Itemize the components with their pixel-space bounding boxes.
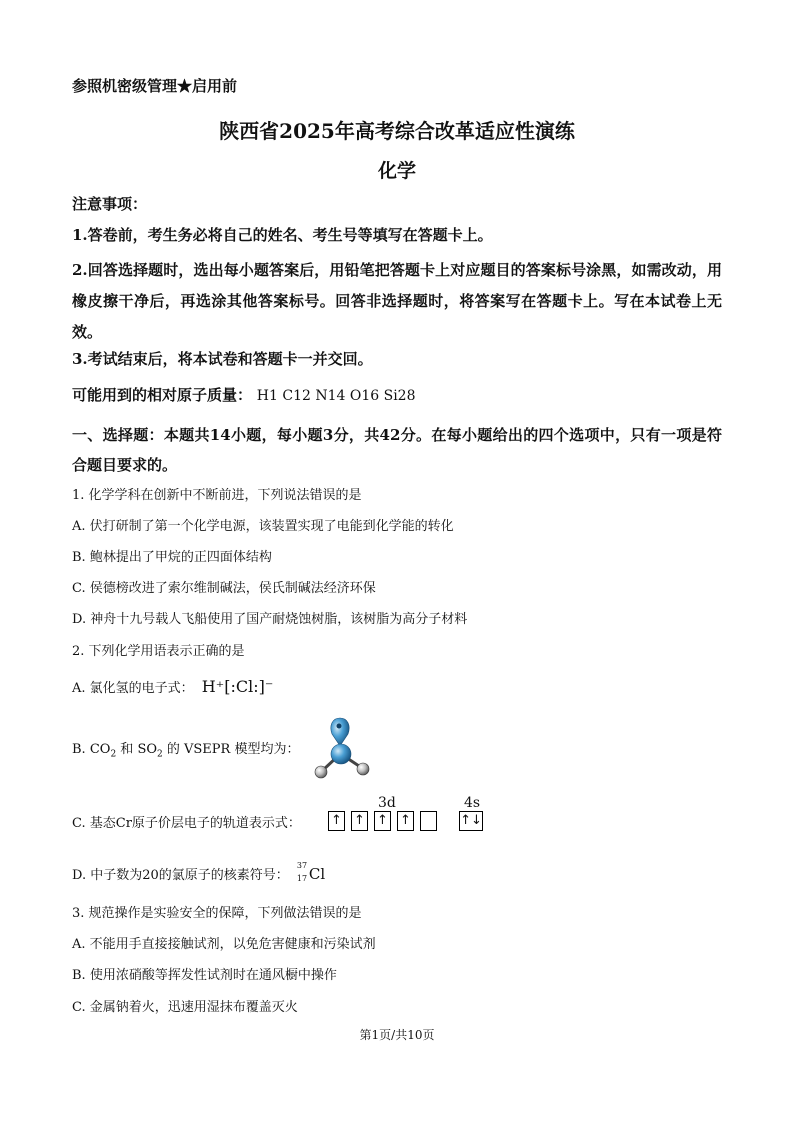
notice-item-3: 3.考试结束后，将本试卷和答题卡一并交回。	[72, 350, 373, 368]
q1-stem: 1. 化学学科在创新中不断前进，下列说法错误的是	[72, 488, 362, 503]
notice-item-1: 1.答卷前，考生务必将自己的姓名、考生号等填写在答题卡上。	[72, 226, 493, 244]
q2-option-b-prefix: B.	[72, 742, 90, 757]
notice-heading: 注意事项：	[72, 195, 148, 213]
q2-option-a-label: A. 氯化氢的电子式：	[72, 681, 194, 696]
orbital-3d-box: ↑	[397, 811, 414, 831]
q1-option-d: D. 神舟十九号载人飞船使用了国产耐烧蚀树脂，该树脂为高分子材料	[72, 612, 468, 627]
vsepr-model-icon	[310, 716, 374, 780]
notice-item-2: 2.回答选择题时，选出每小题答案后，用铅笔把答题卡上对应题目的答案标号涂黑，如需改动，用橡皮擦干净后，再选涂其他答案标号。回答非选择题时，将答案写在答题卡上。写在本试卷上无效。	[72, 261, 722, 341]
co2-formula: $CO_2$	[89, 742, 117, 760]
secrecy-label: 参照机密级管理★启用前	[72, 77, 238, 95]
q2-option-d	[72, 860, 326, 887]
orbital-4s-box: ↑↓	[459, 811, 483, 831]
atomic-mass-values: H1 C12 N14 O16 Si28	[256, 388, 416, 404]
atomic-mass-label: 可能用到的相对原子质量：	[72, 386, 253, 404]
q3-stem: 3. 规范操作是实验安全的保障，下列做法错误的是	[72, 906, 362, 921]
orbital-3d-box: ↑	[328, 811, 345, 831]
q3-option-b: B. 使用浓硝酸等挥发性试剂时在通风橱中操作	[72, 968, 337, 983]
orbital-4s-label: 4s	[464, 795, 481, 811]
orbital-3d-label: 3d	[378, 795, 396, 811]
atomic-number: 17	[296, 873, 308, 883]
q1-option-c: C. 侯德榜改进了索尔维制碱法，侯氏制碱法经济环保	[72, 581, 376, 596]
q1-option-b: B. 鲍林提出了甲烷的正四面体结构	[72, 550, 272, 565]
atomic-mass-line	[72, 384, 415, 405]
page-number: 第1页/共10页	[359, 1028, 435, 1042]
q2-option-d-label: D. 中子数为20的氯原子的核素符号：	[72, 868, 289, 883]
section-1-heading: 一、选择题：本题共14小题，每小题3分，共42分。在每小题给出的四个选项中，只有一项是符合题目要求的。	[72, 426, 722, 474]
q2-option-b: B. $CO_2$ 和 $SO_2$ 的 VSEPR 模型均为：	[72, 742, 300, 760]
cr-orbital-diagram	[328, 795, 488, 835]
orbital-3d-box: ↑	[351, 811, 368, 831]
orbital-3d-box: ↑	[374, 811, 391, 831]
chlorine-symbol: Cl	[308, 865, 326, 883]
q2-option-c-label: C. 基态Cr原子价层电子的轨道表示式：	[72, 816, 301, 831]
q2-stem: 2. 下列化学用语表示正确的是	[72, 644, 245, 659]
q2-option-a	[72, 677, 273, 696]
exam-title: 陕西省2025年高考综合改革适应性演练	[219, 119, 575, 143]
subject-title: 化学	[377, 160, 416, 182]
q3-option-a: A. 不能用手直接接触试剂，以免危害健康和污染试剂	[72, 937, 376, 952]
q3-option-c: C. 金属钠着火，迅速用湿抹布覆盖灭火	[72, 1000, 298, 1015]
orbital-3d-box	[420, 811, 437, 831]
so2-formula: $SO_2$	[137, 742, 163, 760]
hcl-electron-formula: H⁺[:Cl:]⁻	[201, 677, 274, 696]
nuclide-numbers	[293, 860, 309, 887]
mass-number: 37	[296, 860, 308, 870]
q1-option-a: A. 伏打研制了第一个化学电源，该装置实现了电能到化学能的转化	[72, 519, 454, 534]
